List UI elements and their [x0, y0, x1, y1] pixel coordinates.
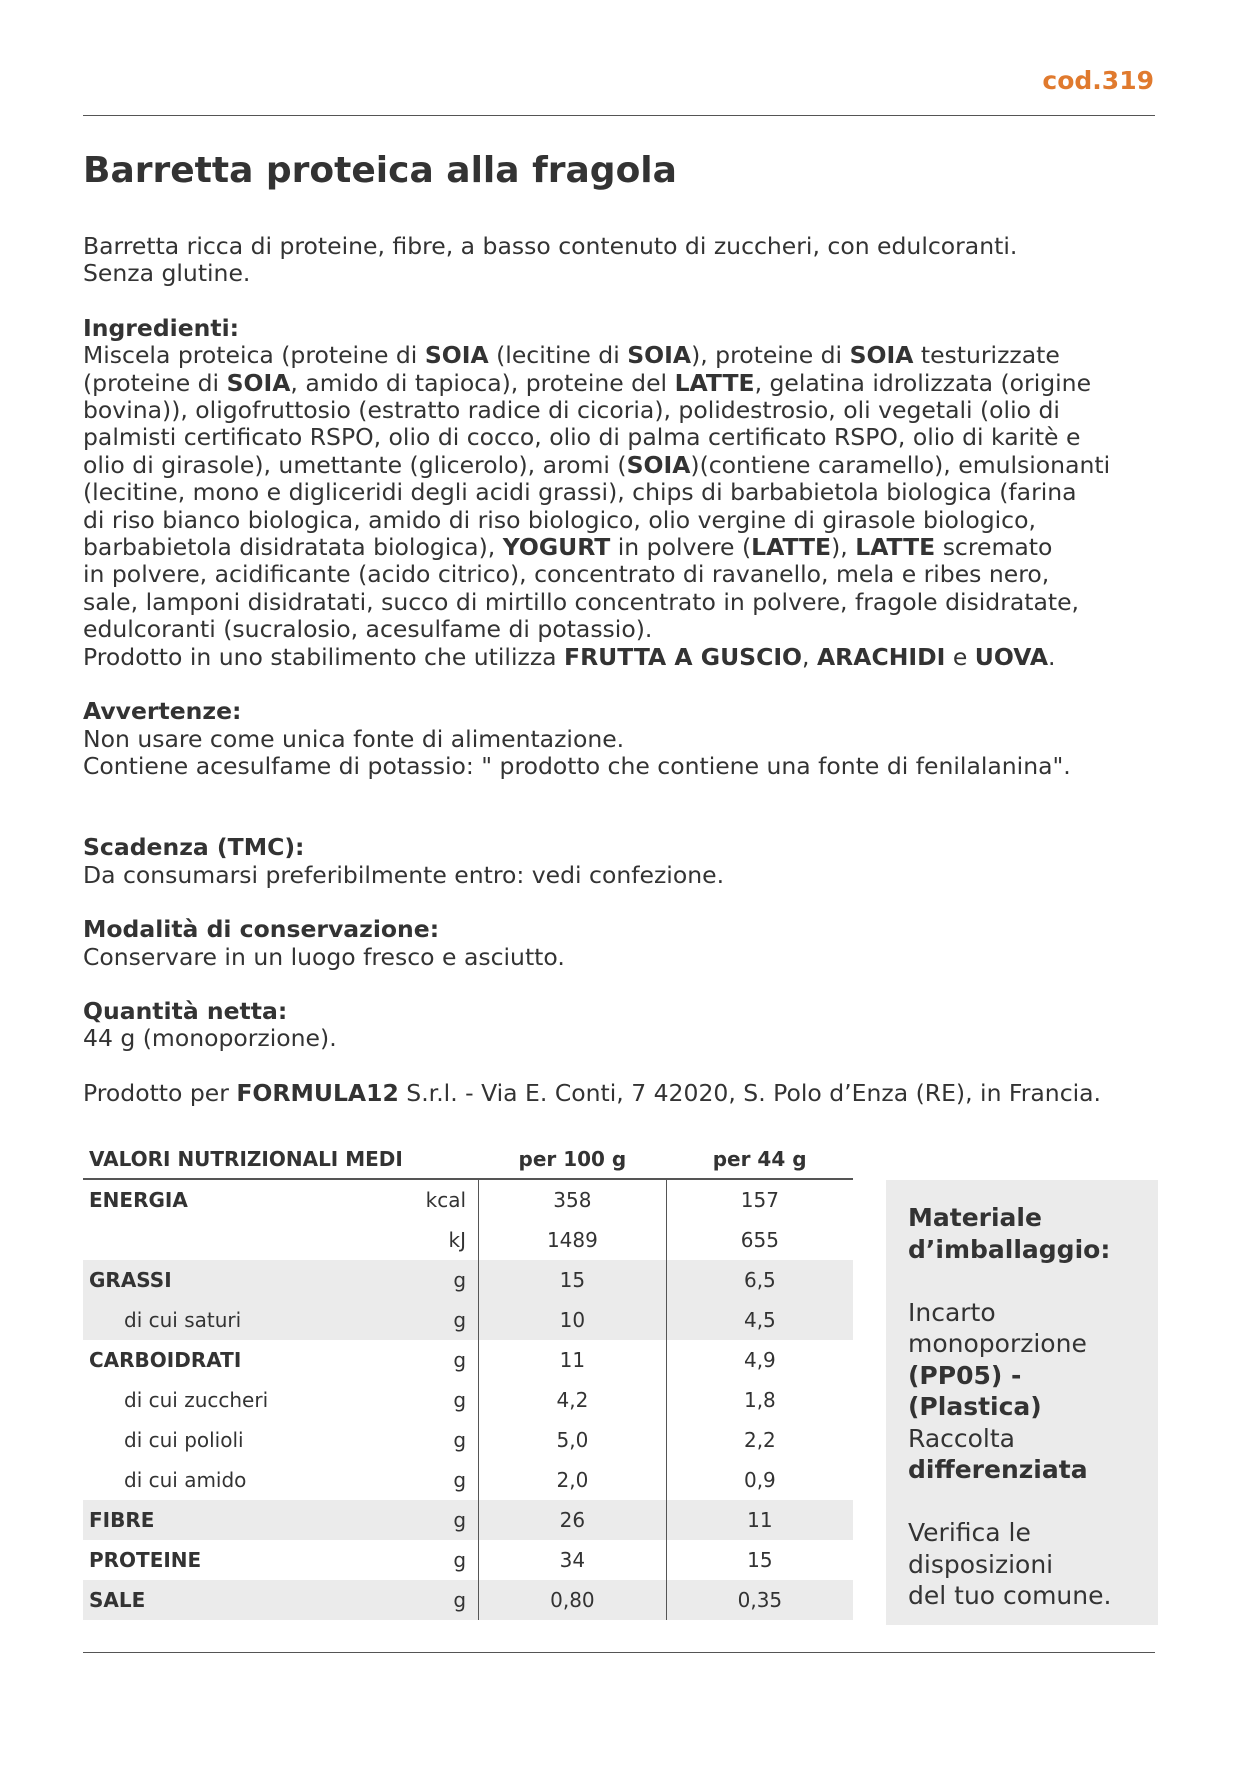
value-per-100g: 15 [479, 1260, 667, 1300]
packaging-text [908, 1297, 1136, 1486]
description-line: Barretta ricca di proteine, fibre, a basso contenuto di zuccheri, con edulcoranti. [83, 232, 1018, 260]
packaging-line [908, 1423, 1136, 1455]
value-per-44g: 157 [740, 1188, 779, 1212]
expiry-heading: Scadenza (TMC): [83, 833, 305, 862]
page-title: Barretta proteica alla fragola [83, 150, 677, 191]
warnings-heading: Avvertenze: [83, 697, 242, 726]
ingredients-emphasis: SOIA [849, 341, 914, 370]
ingredients-emphasis: UOVA [974, 642, 1049, 671]
nutrition-row [83, 1580, 853, 1620]
ingredients-emphasis: FRUTTA A GUSCIO [564, 642, 803, 671]
nutrition-header-per44: per 44 g [712, 1147, 807, 1171]
ingredients-segment: palmisti certificato RSPO, olio di cocco, olio di palma certificato RSPO, olio di karitè e [83, 423, 1081, 452]
ingredients-emphasis: SOIA [626, 450, 691, 479]
packaging-heading: d’imballaggio: [908, 1234, 1111, 1264]
ingredients-segment: , [802, 642, 817, 671]
packaging-segment: monoporzione [908, 1329, 1087, 1358]
producer-segment: S.r.l. - Via E. Conti, 7 42020, S. Polo d’Enza (RE), in Francia. [398, 1078, 1102, 1107]
ingredients-segment: barbabietola disidratata biologica), [83, 533, 503, 562]
nutrient-unit: g [408, 1540, 479, 1580]
ingredients-segment: Prodotto in uno stabilimento che utilizza [83, 642, 565, 671]
ingredients-line [83, 424, 1155, 451]
packaging-note-line: Verifica le [908, 1518, 1031, 1547]
value-per-44g: 655 [740, 1228, 779, 1252]
ingredients-emphasis: SOIA [424, 341, 489, 370]
value-per-44g: 0,35 [666, 1580, 853, 1620]
warning-line: Non usare come unica fonte di alimentazione. [83, 724, 625, 753]
warning-line: Contiene acesulfame di potassio: " prodotto che contiene una fonte di fenilalanina". [83, 751, 1071, 780]
nutrition-row [83, 1380, 853, 1420]
ingredients-line [83, 561, 1155, 588]
nutrient-name: ENERGIA [89, 1188, 188, 1212]
ingredients-line [83, 342, 1155, 369]
packaging-line [908, 1297, 1136, 1329]
ingredients-line [83, 479, 1155, 506]
packaging-note-line: disposizioni [908, 1549, 1054, 1579]
ingredients-segment: e [945, 642, 975, 671]
nutrient-name: di cui saturi [83, 1300, 408, 1340]
value-per-44g: 15 [747, 1548, 773, 1572]
packaging-line [908, 1360, 1136, 1423]
nutrition-row [83, 1300, 853, 1340]
ingredients-text [83, 342, 1155, 671]
nutrient-unit: g [408, 1300, 479, 1340]
ingredients-segment: (lecitine, mono e digliceridi degli acidi grassi), chips di barbabietola biologica (farina [83, 478, 1077, 507]
nutrition-row [83, 1340, 853, 1380]
nutrient-unit: g [408, 1260, 479, 1300]
value-per-100g: 11 [479, 1340, 667, 1380]
nutrition-row [83, 1500, 853, 1540]
nutrient-name: di cui amido [124, 1468, 247, 1492]
ingredients-segment: , gelatina idrolizzata (origine [754, 368, 1092, 397]
packaging-emphasis: differenziata [908, 1455, 1088, 1484]
ingredients-line [83, 370, 1155, 397]
nutrition-row [83, 1540, 853, 1580]
ingredients-segment: edulcoranti (sucralosio, acesulfame di potassio). [83, 615, 653, 644]
nutrient-unit: g [408, 1380, 479, 1420]
value-per-100g: 34 [479, 1540, 667, 1580]
ingredients-segment: (lecitine di [488, 341, 628, 370]
quantity-text: 44 g (monoporzione). [83, 1024, 337, 1053]
nutrition-header-label: VALORI NUTRIZIONALI MEDI [89, 1147, 403, 1171]
value-per-100g: 4,2 [479, 1380, 667, 1420]
packaging-emphasis: (PP05) - (Plastica) [908, 1360, 1042, 1421]
value-per-44g: 1,8 [743, 1388, 776, 1412]
value-per-100g: 0,80 [479, 1580, 667, 1620]
storage-text: Conservare in un luogo fresco e asciutto. [83, 942, 565, 971]
product-info [83, 233, 1155, 1107]
value-per-44g: 4,5 [666, 1300, 853, 1340]
nutrient-name: CARBOIDRATI [89, 1348, 242, 1372]
value-per-44g: 6,5 [666, 1260, 853, 1300]
ingredients-segment: sale, lamponi disidratati, succo di mirtillo concentrato in polvere, fragole disidratate, [83, 587, 1080, 616]
nutrient-unit: g [408, 1340, 479, 1380]
quantity-heading: Quantità netta: [83, 996, 288, 1025]
ingredients-segment: . [1048, 642, 1056, 671]
value-per-44g: 11 [666, 1500, 853, 1540]
ingredients-emphasis: SOIA [226, 368, 291, 397]
nutrient-name: SALE [83, 1580, 408, 1620]
nutrient-unit: g [408, 1580, 479, 1620]
packaging-segment: Raccolta [908, 1423, 1015, 1453]
ingredients-segment: ), [831, 533, 856, 562]
ingredients-segment: di riso bianco biologica, amido di riso biologico, olio vergine di girasole biologico, [83, 505, 1036, 534]
value-per-100g: 5,0 [479, 1420, 667, 1460]
ingredients-emphasis: LATTE [674, 368, 755, 397]
packaging-note-line: del tuo comune. [908, 1581, 1112, 1610]
nutrient-unit: kJ [408, 1220, 479, 1260]
nutrient-unit: g [408, 1460, 479, 1500]
value-per-100g: 358 [479, 1179, 667, 1220]
nutrition-header-per100: per 100 g [518, 1147, 627, 1171]
ingredients-segment: in polvere, acidificante (acido citrico), concentrato di ravanello, mela e ribes nero, [83, 560, 1050, 589]
ingredients-line [83, 644, 1155, 671]
nutrition-row [83, 1179, 853, 1220]
nutrient-name [83, 1220, 408, 1260]
ingredients-heading: Ingredienti: [83, 313, 240, 342]
bottom-divider [83, 1652, 1155, 1653]
nutrient-name: GRASSI [83, 1260, 408, 1300]
ingredients-line [83, 452, 1155, 479]
nutrition-row [83, 1460, 853, 1500]
ingredients-segment: , amido di tapioca), proteine del [290, 368, 675, 397]
ingredients-segment: testurizzate [913, 341, 1060, 370]
packaging-segment: Incarto [908, 1297, 996, 1327]
ingredients-segment: scremato [935, 533, 1053, 562]
ingredients-segment: Miscela proteica (proteine di [83, 341, 425, 370]
nutrition-row [83, 1420, 853, 1460]
nutrient-unit: g [408, 1420, 479, 1460]
ingredients-segment: (proteine di [83, 368, 227, 397]
nutrient-unit: g [408, 1500, 479, 1540]
ingredients-emphasis: ARACHIDI [817, 642, 946, 671]
packaging-line [908, 1454, 1136, 1486]
nutrition-table [83, 1140, 853, 1620]
product-code: cod.319 [1042, 66, 1154, 95]
storage-heading: Modalità di conservazione: [83, 915, 440, 944]
top-divider [83, 115, 1155, 116]
nutrition-row [83, 1220, 853, 1260]
value-per-100g: 10 [479, 1300, 667, 1340]
value-per-100g: 1489 [479, 1220, 667, 1260]
packaging-heading: Materiale [908, 1203, 1042, 1232]
ingredients-line [83, 397, 1155, 424]
ingredients-emphasis: SOIA [627, 341, 692, 370]
packaging-line [908, 1328, 1136, 1360]
ingredients-segment: ), proteine di [691, 341, 850, 370]
nutrition-row [83, 1260, 853, 1300]
expiry-text: Da consumarsi preferibilmente entro: vedi confezione. [83, 860, 725, 889]
ingredients-line [83, 589, 1155, 616]
value-per-100g: 2,0 [479, 1460, 667, 1500]
ingredients-segment: olio di girasole), umettante (glicerolo), aromi ( [83, 450, 627, 479]
ingredients-emphasis: LATTE [855, 533, 936, 562]
value-per-100g: 26 [479, 1500, 667, 1540]
ingredients-segment: )(contiene caramello), emulsionanti [690, 450, 1111, 479]
nutrient-name: FIBRE [83, 1500, 408, 1540]
nutrient-name: di cui zuccheri [124, 1388, 269, 1412]
ingredients-segment: in polvere ( [610, 533, 752, 562]
packaging-box [886, 1180, 1158, 1625]
producer-segment: Prodotto per [83, 1078, 237, 1107]
ingredients-line [83, 507, 1155, 534]
producer-emphasis: FORMULA12 [236, 1078, 399, 1107]
ingredients-line [83, 534, 1155, 561]
ingredients-emphasis: YOGURT [502, 533, 611, 562]
ingredients-emphasis: LATTE [751, 533, 832, 562]
nutrient-name: di cui polioli [124, 1428, 244, 1452]
nutrition-header-row [83, 1140, 853, 1179]
value-per-44g: 4,9 [743, 1348, 776, 1372]
producer-line [83, 1080, 1155, 1107]
ingredients-line [83, 616, 1155, 643]
nutrient-name: PROTEINE [89, 1548, 202, 1572]
value-per-44g: 0,9 [743, 1468, 776, 1492]
description-line: Senza glutine. [83, 259, 251, 288]
nutrient-unit: kcal [408, 1179, 479, 1220]
ingredients-segment: bovina)), oligofruttosio (estratto radice di cicoria), polidestrosio, oli vegetali (olio di [83, 396, 1060, 425]
value-per-44g: 2,2 [743, 1428, 776, 1452]
